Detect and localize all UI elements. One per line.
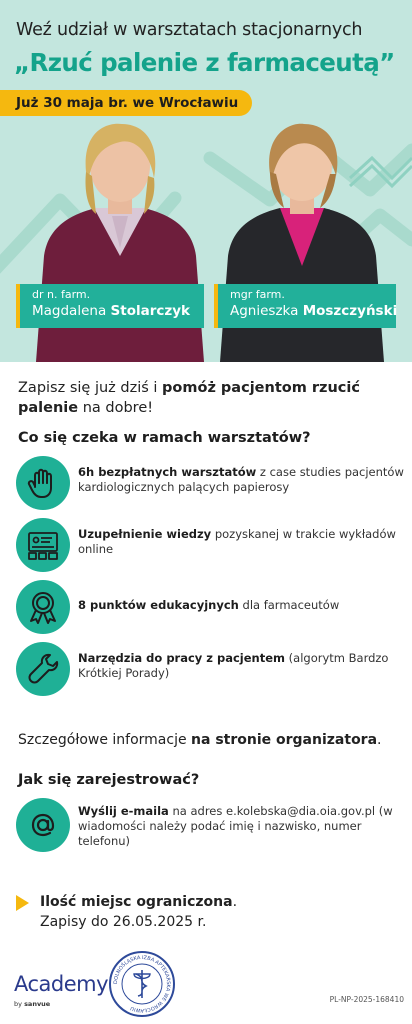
benefit-item <box>16 518 406 572</box>
benefit-text <box>78 527 404 557</box>
register-desc: na adres e.kolebska@dia.oia.gov.pl (w wiadomości należy podać imię i nazwisko, numer telefonu) <box>78 804 393 848</box>
seal-text: DOLNOŚLĄSKA IZBA APTEKARSKA WE WROCŁAWIU <box>112 954 172 1014</box>
company-byline <box>14 1000 50 1008</box>
speaker-name <box>230 302 396 320</box>
benefit-item <box>16 642 406 696</box>
speaker-last-name: Stolarczyk <box>110 303 190 319</box>
benefit-bold: 6h bezpłatnych warsztatów <box>78 465 257 479</box>
speaker-last-name: Moszczyński <box>302 303 398 319</box>
speaker-card-accent <box>16 284 20 328</box>
online-lecture-icon <box>16 518 70 572</box>
benefit-desc: (algorytm Bardzo Krótkiej Porady) <box>78 651 389 680</box>
speaker-first-name: Magdalena <box>32 303 107 319</box>
speaker-first-name: Agnieszka <box>230 303 299 319</box>
organizer-link[interactable]: na stronie organizatora <box>191 732 378 748</box>
speaker-name <box>32 302 204 320</box>
benefit-icon-circle <box>16 518 70 572</box>
speaker-card-accent <box>214 284 218 328</box>
benefit-bold: Uzupełnienie wiedzy <box>78 527 212 541</box>
date-banner: Już 30 maja br. we Wrocławiu <box>0 90 252 116</box>
document-code: PL-NP-2025-168410 <box>329 995 404 1004</box>
benefit-icon-circle <box>16 642 70 696</box>
benefit-desc: dla farmaceutów <box>238 598 340 612</box>
limited-post: . <box>232 894 238 910</box>
wrench-icon <box>16 642 70 696</box>
speaker-card-2 <box>214 284 396 328</box>
benefit-text <box>78 598 404 613</box>
register-bold: Wyślij e-maila <box>78 804 169 818</box>
benefit-desc: z case studies pacjentów kardiologicznych palących papierosy <box>78 465 404 494</box>
benefit-desc: pozyskanej w trakcie wykładów online <box>78 527 396 556</box>
limited-bold: Ilość miejsc ograniczona <box>40 894 233 910</box>
limited-seats <box>40 892 237 932</box>
benefit-icon-circle <box>16 580 70 634</box>
speaker-card-1 <box>16 284 204 328</box>
register-heading: Jak się zarejestrować? <box>18 772 200 788</box>
hand-icon <box>16 456 70 510</box>
header-title: „Rzuć palenie z farmaceutą” <box>14 48 395 77</box>
header-line-1: Weź udział w warsztatach stacjonarnych <box>16 20 363 40</box>
benefits-heading: Co się czeka w ramach warsztatów? <box>18 430 311 446</box>
limited-line <box>40 892 237 912</box>
speaker-title: mgr farm. <box>230 288 285 301</box>
info-post: . <box>377 732 382 748</box>
at-sign-icon <box>16 798 70 852</box>
benefit-bold: Narzędzia do pracy z pacjentem <box>78 651 286 665</box>
intro-text <box>18 378 398 418</box>
arrow-right-icon <box>16 895 29 911</box>
benefit-item <box>16 580 406 634</box>
benefit-item <box>16 456 406 510</box>
award-ribbon-icon <box>16 580 70 634</box>
register-text <box>78 804 404 849</box>
speaker-title: dr n. farm. <box>32 288 91 301</box>
academy-wordmark: Academy <box>14 972 109 996</box>
benefit-icon-circle <box>16 456 70 510</box>
intro-post: na dobre! <box>78 400 154 416</box>
byline-by: by <box>14 1000 22 1008</box>
benefit-bold: 8 punktów edukacyjnych <box>78 598 239 612</box>
register-item <box>16 798 406 854</box>
intro-pre: Zapisz się już dziś i <box>18 380 163 396</box>
hero-banner <box>0 0 412 362</box>
register-icon-circle <box>16 798 70 852</box>
pharmacy-chamber-seal <box>108 950 176 1018</box>
benefit-text <box>78 651 404 681</box>
benefit-text <box>78 465 404 495</box>
registration-deadline: Zapisy do 26.05.2025 r. <box>40 914 207 930</box>
info-pre: Szczegółowe informacje <box>18 732 192 748</box>
intro-bold: pomóż pacjentom rzucić palenie <box>18 380 360 416</box>
company-name: sanvue <box>24 1000 51 1008</box>
organizer-info <box>18 732 382 748</box>
